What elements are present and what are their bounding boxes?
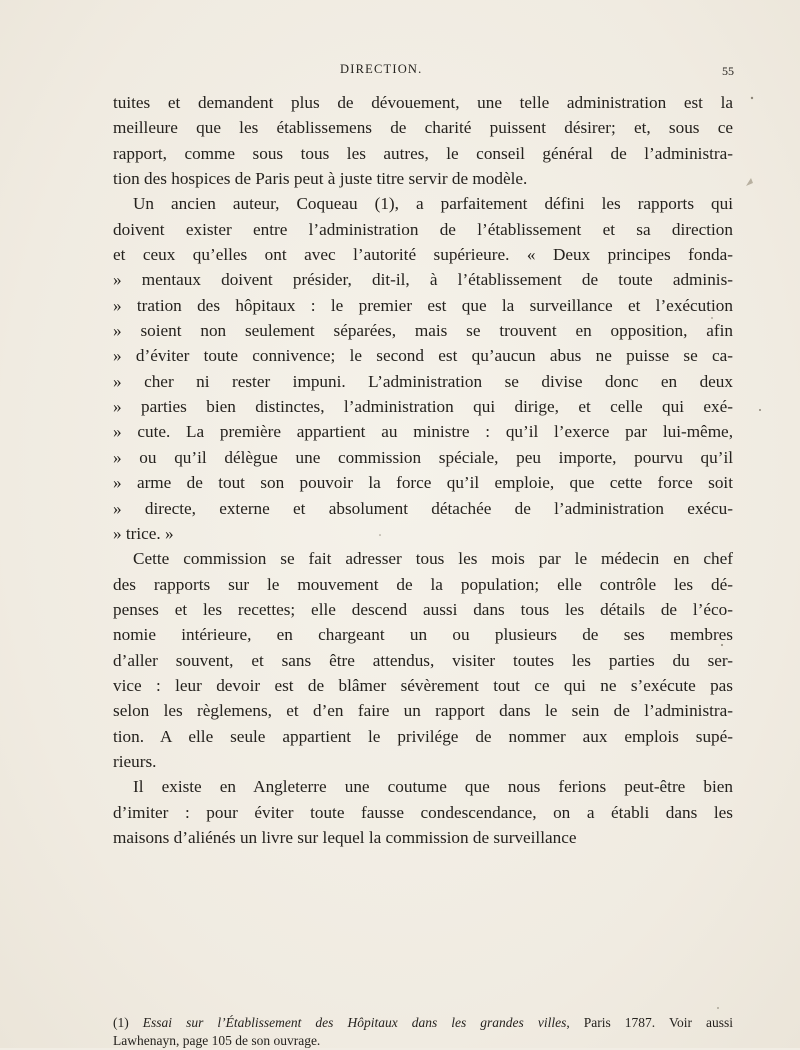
text-line: » ou qu’il délègue une commission spéciale, peu importe, pourvu qu’il [113,447,733,467]
text-line: penses et les recettes; elle descend aussi dans tous les détails de l’éco- [113,599,733,619]
body-text [113,90,733,850]
text-line: rapport, comme sous tous les autres, le conseil général de l’administra- [113,143,733,163]
text-line: » trice. » [113,523,174,543]
text-line: » arme de tout son pouvoir la force qu’il emploie, que cette force soit [113,473,733,493]
text-line: » mentaux doivent présider, dit-il, à l’établissement de toute adminis- [113,270,733,290]
text-line: » soient non seulement séparées, mais se trouvent en opposition, afin [113,321,733,341]
text-line: et ceux qu’elles ont avec l’autorité supérieure. « Deux principes fonda- [113,245,733,265]
footnote-marker: (1) [113,1015,129,1030]
text-line: » d’éviter toute connivence; le second est qu’aucun abus ne puisse se ca- [113,346,733,366]
text-line: Cette commission se fait adresser tous les mois par le médecin en chef [133,549,733,569]
text-line: meilleure que les établissemens de charité puissent désirer; et, sous ce [113,118,733,138]
text-line: vice : leur devoir est de blâmer sévèrement tout ce qui ne s’exécute pas [113,675,733,695]
page-number: 55 [722,64,734,78]
text-line: » parties bien distinctes, l’administration qui dirige, et celle qui exé- [113,397,733,417]
text-line: » tration des hôpitaux : le premier est que la surveillance et l’exécution [113,295,733,315]
footnote-title: Essai sur l’Établissement des Hôpitaux dans les grandes villes [142,1015,567,1030]
text-line: tion des hospices de Paris peut à juste titre servir de modèle. [113,169,528,189]
footnote [113,1014,733,1050]
footnote-text: , Paris 1787. Voir aussi [566,1015,734,1030]
text-line: selon les règlemens, et d’en faire un rapport dans le sein de l’administra- [113,701,733,721]
footnote-line [113,1014,733,1032]
footnote-line: Lawhenayn, page 105 de son ouvrage. [113,1033,321,1048]
text-line: d’imiter : pour éviter toute fausse condescendance, on a établi dans les [113,802,733,822]
text-line: » cher ni rester impuni. L’administration se divise donc en deux [113,371,733,391]
text-line: maisons d’aliénés un livre sur lequel la commission de surveillance [113,827,577,847]
text-line: Un ancien auteur, Coqueau (1), a parfaitement défini les rapports qui [133,194,733,214]
text-line: » directe, externe et absolument détachée de l’administration exécu- [113,498,733,518]
text-line: doivent exister entre l’administration de l’établissement et sa direction [113,219,733,239]
text-line: des rapports sur le mouvement de la population; elle contrôle les dé- [113,574,733,594]
text-line: d’aller souvent, et sans être attendus, visiter toutes les parties du ser- [113,650,733,670]
running-head-title: DIRECTION. [340,62,423,76]
text-line: nomie intérieure, en chargeant un ou plusieurs de ses membres [113,625,733,645]
text-line: rieurs. [113,751,157,771]
text-line: Il existe en Angleterre une coutume que nous ferions peut-être bien [133,777,733,797]
text-line: tion. A elle seule appartient le privilége de nommer aux emplois supé- [113,726,733,746]
running-head [0,62,800,82]
text-line: tuites et demandent plus de dévouement, une telle administration est la [113,93,733,112]
text-line: » cute. La première appartient au ministre : qu’il l’exerce par lui-même, [113,422,733,442]
